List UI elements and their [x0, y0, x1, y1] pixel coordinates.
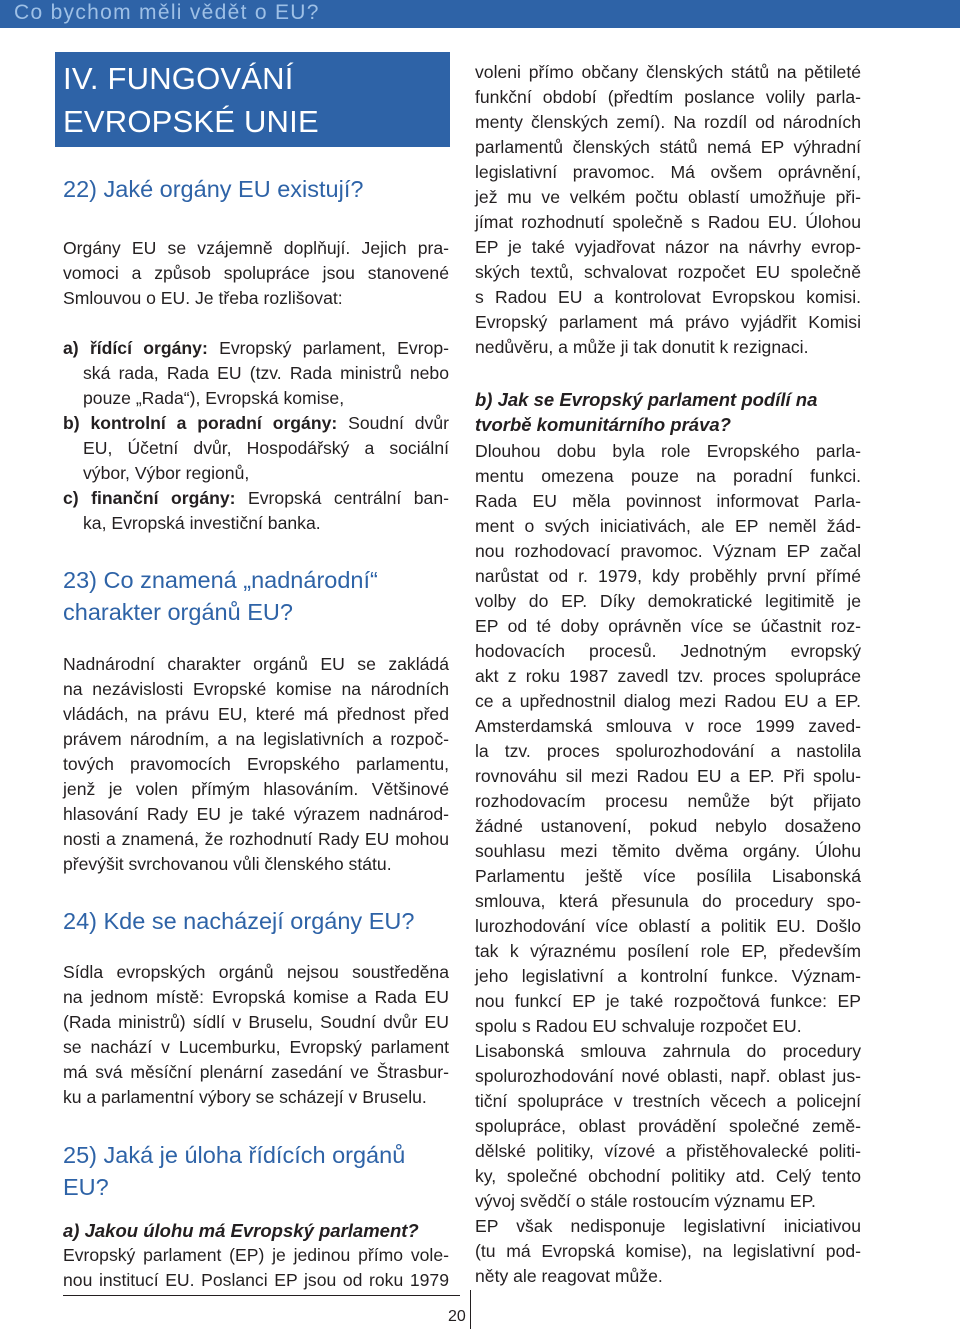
chapter-title-line-2: EVROPSKÉ UNIE [63, 104, 319, 139]
text-line: Orgány EU se vzájemně doplňují. Jejich pra- [63, 238, 449, 258]
text-line: la tzv. proces spolurozhodování a nastolila [475, 741, 861, 761]
text-line: rozhodovacím procesu nemůže být přijato [475, 791, 861, 811]
text-line: převýšit svrchovanou vůli členského státu. [63, 854, 392, 874]
list-item-c [63, 486, 449, 511]
text-line: se nachází v Lucemburku, Evropský parlament [63, 1037, 449, 1057]
text-line: vládách, na právu EU, které má přednost před [63, 704, 449, 724]
text-line: Nadnárodní charakter orgánů EU se zakládá [63, 654, 449, 674]
text-line: legislativní pravomoc. Má ovšem oprávnění, [475, 162, 861, 182]
running-header-bar [0, 0, 960, 28]
text-line: nedůvěru, a může ji tak donutit k rezignaci. [475, 337, 809, 357]
text-line: Dlouhou dobu byla role Evropského parla- [475, 441, 861, 461]
footer-rule [63, 1295, 460, 1296]
text-line: rovnováhu sil mezi Radou EU a EP. Při spolu- [475, 766, 861, 786]
text-line: (Rada ministrů) sídlí v Bruselu, Soudní dvůr EU [63, 1012, 449, 1032]
text-line: Lisabonská smlouva zahrnula do procedury [475, 1041, 861, 1061]
list-item-a-label: a) řídící orgány: [63, 338, 208, 358]
list-item-b [63, 411, 449, 436]
text-line: Rada EU měla povinnost informovat Parla- [475, 491, 861, 511]
text-line: ku a parlamentní výbory se scházejí v Bruselu. [63, 1087, 427, 1107]
chapter-title-box [55, 52, 450, 147]
text-line: Sídla evropských orgánů nejsou soustředěna [63, 962, 449, 982]
text-line: voleni přímo občany členských států na pětileté [475, 62, 861, 82]
text-line: Evropský parlament má právo vyjádřit Komisi [475, 312, 861, 332]
text-line: EP od té doby oprávněn více se účastnit roz- [475, 616, 861, 636]
text-line: mentu omezena pouze na poradní funkci. [475, 466, 861, 486]
text-line: volby do EP. Díky demokratické legitimitě je [475, 591, 861, 611]
text-line: vomoci a způsob spolupráce jsou stanovené [63, 263, 449, 283]
text-line: ment o svých iniciativách, ale EP neměl žád- [475, 516, 861, 536]
text-line: EU, Účetní dvůr, Hospodářský a sociální [83, 438, 449, 458]
subquestion-a-heading: a) Jakou úlohu má Evropský parlament? [63, 1220, 419, 1241]
text-line: ských textů, schvalovat rozpočet EU společně [475, 262, 861, 282]
text-line: hodovacích procesů. Jednotným evropský [475, 641, 861, 661]
text-line: na jednom místě: Evropská komise a Rada EU [63, 987, 449, 1007]
text-line: EP však nedisponuje legislativní iniciativou [475, 1216, 861, 1236]
text-line: něty ale reagovat může. [475, 1266, 663, 1286]
text-line: (tu má Evropská komise), na legislativní pod- [475, 1241, 861, 1261]
text-line: parlamentů členských států nemá EP výhradní [475, 137, 861, 157]
text-line: jímat rozhodnutí společně s Radou EU. Úlohou [475, 212, 861, 232]
text-line: ky, společné obchodní politiky atd. Celý tento [475, 1166, 861, 1186]
text-line: ka, Evropská investiční banka. [83, 513, 321, 533]
text-line: právem národním, a na legislativních a rozpoč- [63, 729, 449, 749]
subquestion-b-heading-line-2: tvorbě komunitárního práva? [475, 414, 731, 435]
text-line: lurozhodování více oblastí a politik EU. Došlo [475, 916, 861, 936]
text-line: tiční spolupráce v trestních věcech a policejní [475, 1091, 861, 1111]
text-line: žádné ustanovení, pokud nebylo dosaženo [475, 816, 861, 836]
text-line: jež mu ve velkém počtu oblastí umožňuje při- [475, 187, 861, 207]
text-line: nou institucí EU. Poslanci EP jsou od roku 1979 [63, 1270, 449, 1290]
text-line: ská rada, Rada EU (tzv. Rada ministrů nebo [83, 363, 449, 383]
text-line: ce a upřednostnil dialog mezi Radou EU a EP. [475, 691, 861, 711]
text-line: hlasování Rady EU je také výrazem nadnárod- [63, 804, 449, 824]
footer-divider [470, 1290, 471, 1329]
text-line: tových pravomocích Evropského parlamentu, [63, 754, 449, 774]
text-line: s Radou EU a kontrolovat Evropskou komisi. [475, 287, 861, 307]
text-line: jenž je volen přímým hlasováním. Většinové [63, 779, 449, 799]
list-item-c-label: c) finanční orgány: [63, 488, 236, 508]
text-line: Amsterdamská smlouva v roce 1999 zaved- [475, 716, 861, 736]
text-line: Smlouvou o EU. Je třeba rozlišovat: [63, 288, 343, 308]
text-line: smlouva, která přesunula do procedury spo- [475, 891, 861, 911]
list-item-c-text: Evropská centrální ban- [235, 488, 449, 508]
text-line: narůstat od r. 1979, kdy proběhly první přímé [475, 566, 861, 586]
text-line: vývoj svědčí o stále rostoucím významu EP. [475, 1191, 816, 1211]
text-line: souhlasu mezi těmito dvěma orgány. Úlohu [475, 841, 861, 861]
text-line: spolupráce, oblast provádění společné země- [475, 1116, 861, 1136]
chapter-title-line-1: IV. FUNGOVÁNÍ [63, 61, 294, 96]
list-item-a [63, 336, 449, 361]
text-line: nou rozhodovací pravomoc. Význam EP začal [475, 541, 861, 561]
text-line: funkční období (předtím poslance volily parla- [475, 87, 861, 107]
text-line: má svá měsíční plenární zasedání ve Štrasbur- [63, 1062, 449, 1082]
text-line: na nezávislosti Evropské komise na národních [63, 679, 449, 699]
page-number: 20 [448, 1308, 466, 1325]
text-line: nou funkcí EP je také rozpočtová funkce: EP [475, 991, 861, 1011]
text-line: akt z roku 1987 zavedl tzv. proces spolupráce [475, 666, 861, 686]
list-item-b-label: b) kontrolní a poradní orgány: [63, 413, 338, 433]
text-line: spolurozhodování nové oblasti, např. oblast jus- [475, 1066, 861, 1086]
question-25-heading-line-1: 25) Jaká je úloha řídících orgánů [63, 1142, 406, 1168]
subquestion-b-heading-line-1: b) Jak se Evropský parlament podílí na [475, 389, 818, 410]
text-line: EP je také vyjadřovat názor na návrhy evrop- [475, 237, 861, 257]
text-line: pouze „Rada“), Evropská komise, [83, 388, 345, 408]
text-line: dělské politiky, vízové a přistěhovalecké politi- [475, 1141, 861, 1161]
question-24-heading: 24) Kde se nacházejí orgány EU? [63, 908, 415, 934]
text-line: spolu s Radou EU schvaluje rozpočet EU. [475, 1016, 802, 1036]
question-22-heading: 22) Jaké orgány EU existují? [63, 176, 364, 202]
text-line: Parlamentu ještě více posílila Lisabonská [475, 866, 861, 886]
list-item-a-text: Evropský parlament, Evrop- [207, 338, 449, 358]
question-23-heading-line-1: 23) Co znamená „nadnárodní“ [63, 567, 378, 593]
question-23-heading-line-2: charakter orgánů EU? [63, 599, 293, 625]
text-line: menty členských zemí). Na rozdíl od národních [475, 112, 861, 132]
text-line: jeho legislativní a kontrolní funkce. Význam- [475, 966, 861, 986]
text-line: tak k výraznému posílení role EP, především [475, 941, 861, 961]
running-title: Co bychom měli vědět o EU? [14, 1, 320, 24]
question-25-heading-line-2: EU? [63, 1174, 109, 1200]
text-line: nosti a znamená, že rozhodnutí Rady EU mohou [63, 829, 449, 849]
text-line: výbor, Výbor regionů, [83, 463, 250, 483]
text-line: Evropský parlament (EP) je jedinou přímo vole- [63, 1245, 449, 1265]
list-item-b-text: Soudní dvůr [337, 413, 449, 433]
